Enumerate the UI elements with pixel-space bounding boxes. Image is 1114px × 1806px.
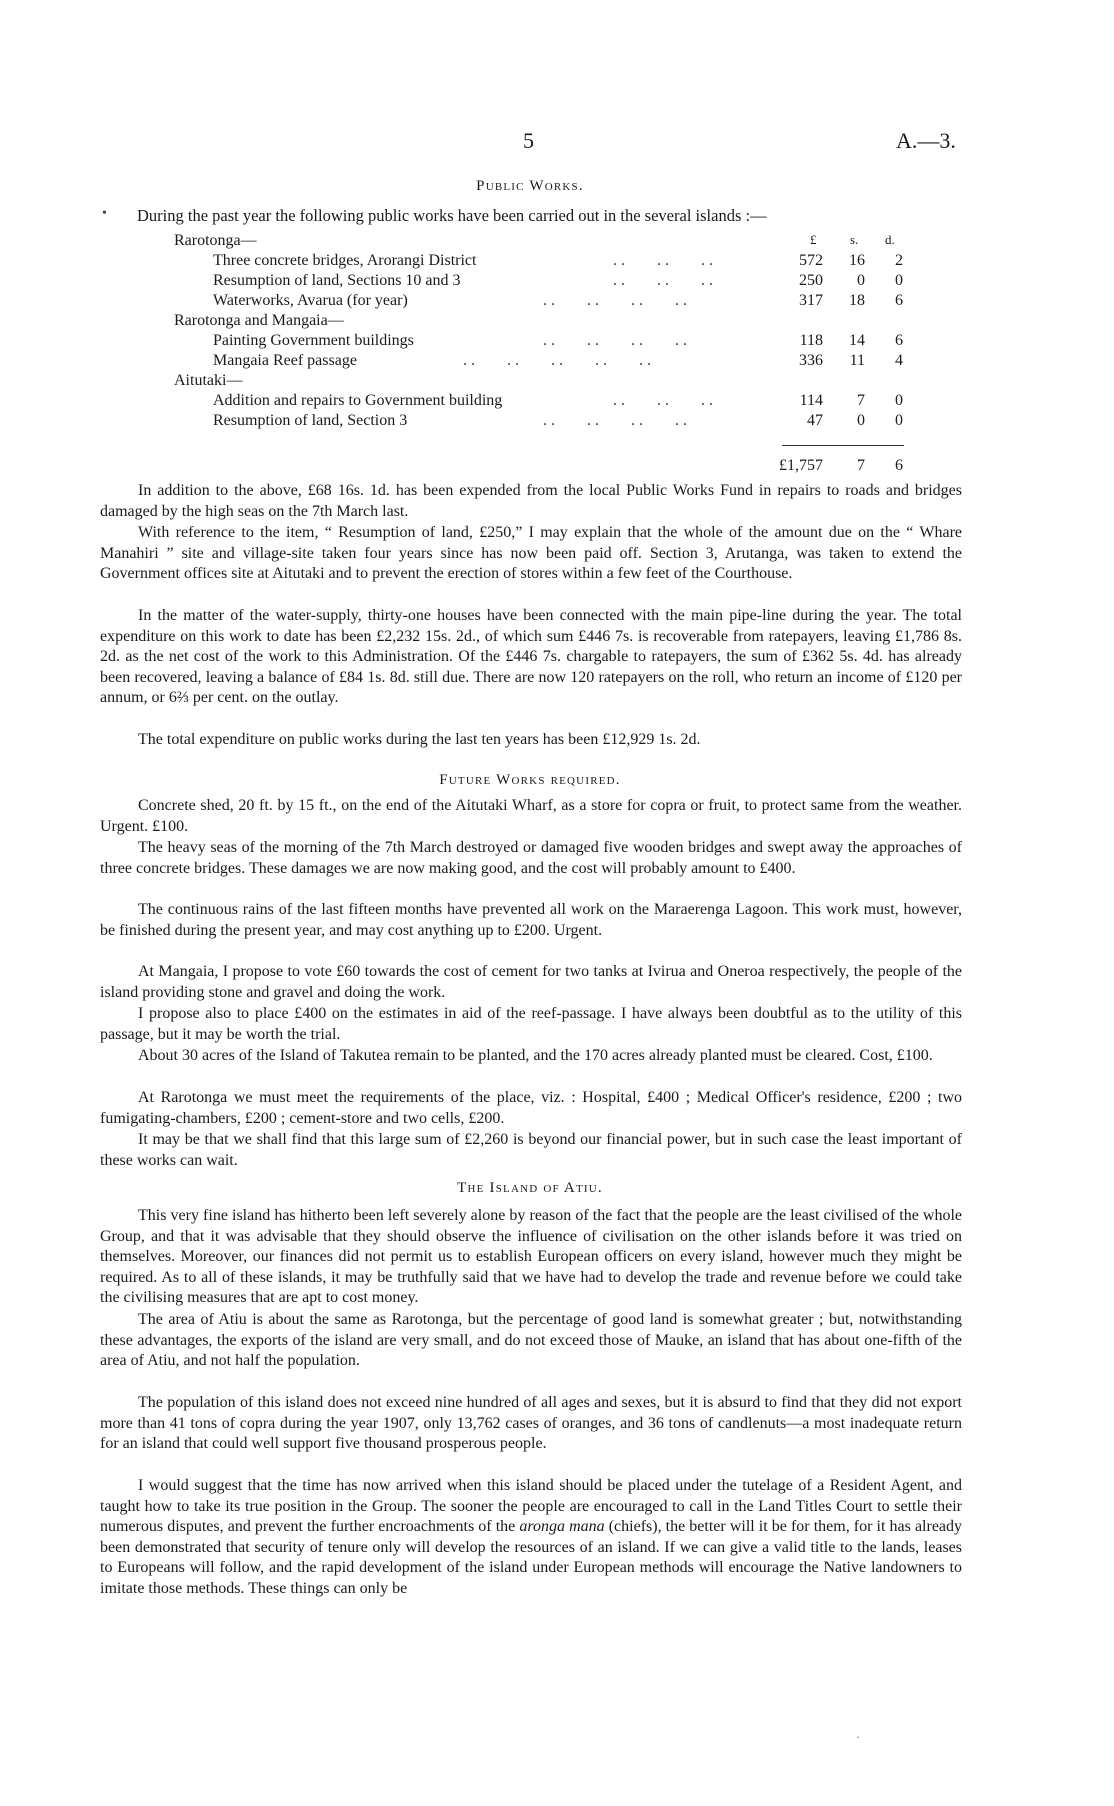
paragraph: I would suggest that the time has now arrived when this island should be placed under the tutelage of a Resident Agent, and taught how to take its true position in the Group. The sooner the people are encouraged to call in the Land Titles Court to settle their numerous disputes, and prevent the further encroachments of the aronga mana (chiefs), the better will it be for them, for it has already been demonstrated that security of tenure only will develop the resources of an island. If we can give a valid title to the lands, leases to Europeans will follow, and the rapid development of the island under European methods will encourage the Native landowners to imitate those methods. These things can only be xyxy=(100,1477,963,1597)
document-reference: A.—3. xyxy=(896,128,956,153)
paragraph: Concrete shed, 20 ft. by 15 ft., on the end of the Aitutaki Wharf, as a store for copra or fruit, to protect same from the weather. Urgent. £100. xyxy=(100,797,962,835)
works-item: Mangaia Reef passage . . . . . . . . . . 336 11 4 xyxy=(213,352,903,369)
works-group-aitutaki: Aitutaki— xyxy=(174,372,243,389)
paragraph: The population of this island does not exceed nine hundred of all ages and sexes, but it is absurd to find that they did not export more than 41 tons of copra during the year 1907, only 13,762 cases of oranges, and 36 tons of candlenuts—a most inadequate return for an island that could well support five thousand prosperous people. xyxy=(100,1394,962,1453)
public-works-intro: During the past year the following public works have been carried out in the several islands :— xyxy=(137,206,767,225)
paragraph: The continuous rains of the last fifteen months have prevented all work on the Maraerenga Lagoon. This work must, however, be finished during the present year, and may cost anything up to £200. Urgent. xyxy=(100,901,962,939)
paragraph: At Rarotonga we must meet the requirements of the place, viz. : Hospital, £400 ; Medical Officer's residence, £200 ; two fumigating-chambers, £200 ; cement-store and two cells, £200. xyxy=(100,1089,962,1127)
heading-atiu: The Island of Atiu. xyxy=(457,1180,603,1196)
column-shillings: s. xyxy=(850,232,859,247)
paragraph: In the matter of the water-supply, thirty-one houses have been connected with the main pipe-line during the year. The total expenditure on this work to date has been £2,232 15s. 2d., of which sum £446 7s. is recoverable from ratepayers, leaving £1,786 8s. 2d. as the net cost of the work to this Administration. Of the £446 7s. chargable to ratepayers, the sum of £362 5s. 4d. has already been recovered, leaving a balance of £84 1s. 8d. still due. There are now 120 ratepayers on the roll, who return an income of £120 per annum, or 6⅔ per cent. on the outlay. xyxy=(100,607,962,707)
works-total: £1,757 7 6 xyxy=(779,457,903,474)
works-group-rarotonga: Rarotonga— xyxy=(174,232,257,249)
paragraph: This very fine island has hitherto been left severely alone by reason of the fact that the people are the least civilised of the whole Group, and that it was advisable that they should observe the influence of civilisation on the other islands before it was tried on themselves. Moreover, our finances did not permit us to establish European officers on every island, however much they might be required. As to all of these islands, it may be truthfully said that we have had to develop the trade and revenue before we could take the civilising measures that are apt to cost money. xyxy=(100,1207,962,1307)
italic-term: aronga mana xyxy=(519,1518,605,1536)
works-item: Waterworks, Avarua (for year) . . . . . . . . 317 18 6 xyxy=(213,292,903,309)
page-number: 5 xyxy=(523,128,534,153)
works-item: Painting Government buildings . . . . . . . . 118 14 6 xyxy=(213,332,903,349)
paragraph: About 30 acres of the Island of Takutea remain to be planted, and the 170 acres already planted must be cleared. Cost, £100. xyxy=(138,1047,933,1064)
paragraph: The area of Atiu is about the same as Rarotonga, but the percentage of good land is somewhat greater ; but, notwithstanding these advantages, the exports of the island are very small, and do not exceed those of Mauke, an island that has about one-fifth of the area of Atiu, and not half the population. xyxy=(100,1311,962,1370)
paragraph: At Mangaia, I propose to vote £60 towards the cost of cement for two tanks at Ivirua and Oneroa respectively, the people of the island providing stone and gravel and doing the work. xyxy=(100,963,962,1001)
paragraph: With reference to the item, “ Resumption of land, £250,” I may explain that the whole of the amount due on the “ Whare Manahiri ” site and village-site taken four years since has now been paid off. Section 3, Arutanga, was taken to extend the Government offices site at Aitutaki and to prevent the erection of stores within a few feet of the Courthouse. xyxy=(100,524,962,583)
heading-future-works: Future Works required. xyxy=(439,772,621,788)
works-item: Resumption of land, Section 3 . . . . . . . . 47 0 0 xyxy=(213,412,903,429)
paragraph: It may be that we shall find that this large sum of £2,260 is beyond our financial power, but in such case the least important of these works can wait. xyxy=(100,1131,962,1169)
column-pence: d. xyxy=(885,232,895,247)
column-pounds: £ xyxy=(810,232,817,247)
total-rule xyxy=(782,445,904,446)
paragraph: The heavy seas of the morning of the 7th March destroyed or damaged five wooden bridges and swept away the approaches of three concrete bridges. These damages we are now making good, and the cost will probably amount to £400. xyxy=(100,839,962,877)
works-item: Addition and repairs to Government building . . . . . . 114 7 0 xyxy=(213,392,903,409)
works-item: Resumption of land, Sections 10 and 3 . . . . . . 250 0 0 xyxy=(213,272,903,289)
margin-mark: • xyxy=(102,206,107,221)
paragraph: In addition to the above, £68 16s. 1d. has been expended from the local Public Works Fund in repairs to roads and bridges damaged by the high seas on the 7th March last. xyxy=(100,482,962,520)
margin-mark: · xyxy=(856,1730,860,1744)
works-group-rarotonga-mangaia: Rarotonga and Mangaia— xyxy=(174,312,344,329)
heading-public-works: Public Works. xyxy=(476,178,584,194)
paragraph: The total expenditure on public works during the last ten years has been £12,929 1s. 2d. xyxy=(138,731,701,748)
works-item: Three concrete bridges, Arorangi District . . . . . . 572 16 2 xyxy=(213,252,903,269)
paragraph: I propose also to place £400 on the estimates in aid of the reef-passage. I have always been doubtful as to the utility of this passage, but it may be worth the trial. xyxy=(100,1005,962,1043)
